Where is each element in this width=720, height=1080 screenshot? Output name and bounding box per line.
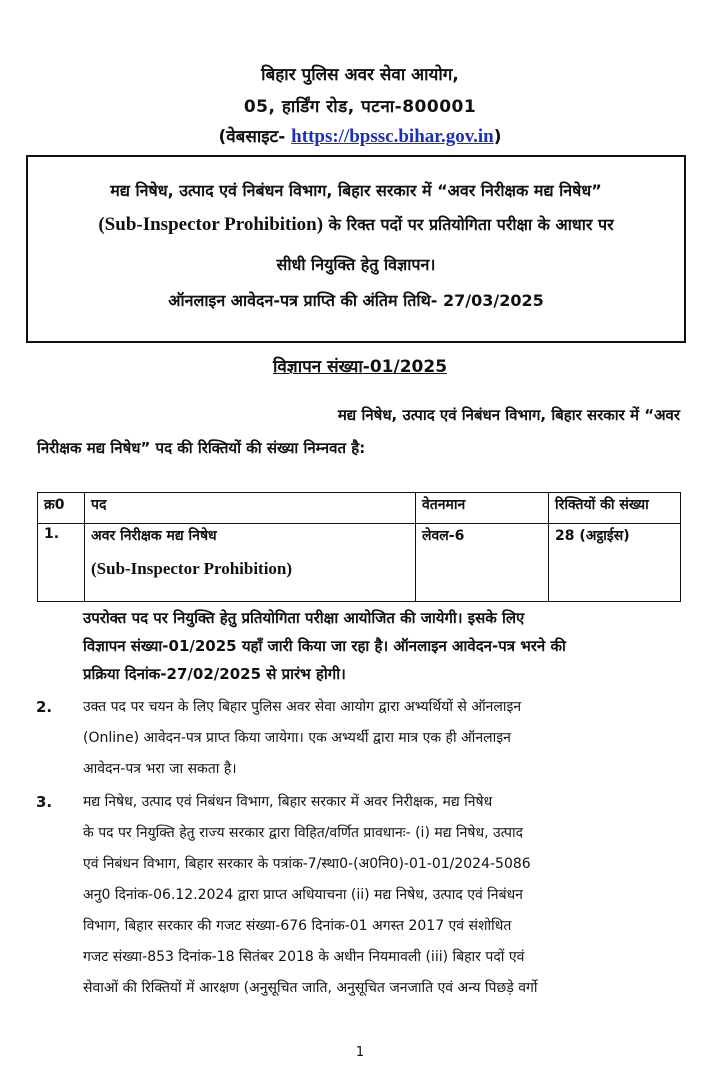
notice-line-2-hindi: के रिक्त पदों पर प्रतियोगिता परीक्षा के आधार पर	[323, 215, 614, 234]
header-post: पद	[85, 493, 416, 524]
paragraph-1	[83, 604, 679, 688]
cell-pay-level: लेवल-6	[416, 524, 549, 602]
cell-post	[85, 524, 416, 602]
cell-sno: 1.	[38, 524, 85, 602]
para2-line-3: आवेदन-पत्र भरा जा सकता है।	[83, 761, 237, 777]
notice-box	[26, 155, 686, 343]
cell-post-hindi: अवर निरीक्षक मद्य निषेध	[91, 528, 217, 544]
header-sno: क्र0	[38, 493, 85, 524]
intro-line-2: निरीक्षक मद्य निषेध” पद की रिक्तियों की संख्या निम्नवत है:	[37, 439, 366, 457]
website-link[interactable]: https://bpssc.bihar.gov.in	[291, 126, 494, 147]
application-deadline: ऑनलाइन आवेदन-पत्र प्राप्ति की अंतिम तिथि- 27/03/2025	[168, 291, 544, 310]
paragraph-2	[83, 692, 679, 785]
para2-number: 2.	[36, 698, 53, 716]
notice-line-3: सीधी नियुक्ति हेतु विज्ञापन।	[276, 255, 436, 274]
website-close: )	[493, 127, 502, 147]
org-name: बिहार पुलिस अवर सेवा आयोग,	[261, 65, 459, 85]
org-address: 05, हार्डिंग रोड, पटना-800001	[243, 97, 477, 117]
header-vacancies: रिक्तियों की संख्या	[549, 493, 681, 524]
website-label: (वेबसाइट-	[218, 127, 286, 147]
paragraph-3	[83, 787, 679, 1004]
para3-line-1: मद्य निषेध, उत्पाद एवं निबंधन विभाग, बिहार सरकार में अवर निरीक्षक, मद्य निषेध	[83, 794, 493, 810]
para2-line-1: उक्त पद पर चयन के लिए बिहार पुलिस अवर सेवा आयोग द्वारा अभ्यर्थियों से ऑनलाइन	[83, 699, 522, 715]
notice-line-2	[28, 213, 684, 236]
para1-line-1: उपरोक्त पद पर नियुक्ति हेतु प्रतियोगिता परीक्षा आयोजित की जायेगी। इसके लिए	[83, 609, 525, 627]
header-pay-scale: वेतनमान	[416, 493, 549, 524]
cell-vacancies: 28 (अट्ठाईस)	[549, 524, 681, 602]
cell-post-english: (Sub-Inspector Prohibition)	[91, 559, 293, 578]
para3-number: 3.	[36, 793, 53, 811]
page-number: 1	[355, 1045, 365, 1060]
para3-line-5: विभाग, बिहार सरकार की गजट संख्या-676 दिनांक-01 अगस्त 2017 एवं संशोधित	[83, 918, 512, 934]
notice-line-1: मद्य निषेध, उत्पाद एवं निबंधन विभाग, बिहार सरकार में “अवर निरीक्षक मद्य निषेध”	[110, 181, 602, 200]
para3-line-2: के पद पर नियुक्ति हेतु राज्य सरकार द्वारा विहित/वर्णित प्रावधानः- (i) मद्य निषेध, उत्पाद	[83, 825, 524, 841]
vacancy-table	[37, 492, 681, 602]
para1-line-2: विज्ञापन संख्या-01/2025 यहाँ जारी किया जा रहा है। ऑनलाइन आवेदन-पत्र भरने की	[83, 637, 566, 655]
intro-line-1: मद्य निषेध, उत्पाद एवं निबंधन विभाग, बिहार सरकार में “अवर	[337, 406, 680, 424]
para3-line-3: एवं निबंधन विभाग, बिहार सरकार के पत्रांक-7/स्था0-(अ0नि0)-01-01/2024-5086	[83, 856, 531, 872]
website-line	[0, 122, 720, 152]
advertisement-number: विज्ञापन संख्या-01/2025	[272, 357, 448, 377]
para3-line-7: सेवाओं की रिक्तियों में आरक्षण (अनुसूचित जाति, अनुसूचित जनजाति एवं अन्य पिछड़े वर्गो	[83, 980, 538, 996]
para1-line-3: प्रक्रिया दिनांक-27/02/2025 से प्रारंभ होगी।	[83, 665, 346, 683]
notice-post-english: (Sub-Inspector Prohibition)	[98, 214, 324, 235]
table-header-row	[38, 493, 681, 524]
para3-line-4: अनु0 दिनांक-06.12.2024 द्वारा प्राप्त अधियाचना (ii) मद्य निषेध, उत्पाद एवं निबंधन	[83, 887, 523, 903]
para3-line-6: गजट संख्या-853 दिनांक-18 सितंबर 2018 के अधीन नियमावली (iii) बिहार पदों एवं	[83, 949, 525, 965]
table-row	[38, 524, 681, 602]
para2-line-2: (Online) आवेदन-पत्र प्राप्त किया जायेगा। एक अभ्यर्थी द्वारा मात्र एक ही ऑनलाइन	[83, 730, 511, 746]
